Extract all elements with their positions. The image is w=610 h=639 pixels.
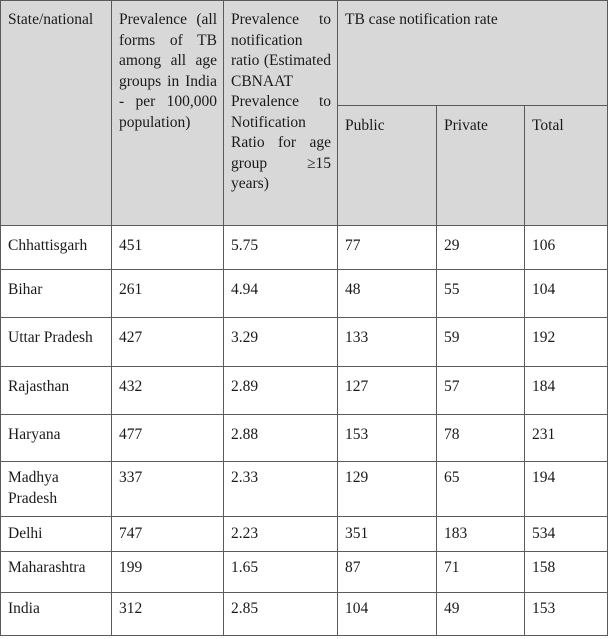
cell-total: 158 [525, 552, 608, 593]
header-state: State/national [1, 1, 112, 226]
cell-state: Rajasthan [1, 367, 112, 415]
cell-state: Chhattisgarh [1, 226, 112, 270]
cell-ratio: 4.94 [224, 270, 338, 318]
header-notification-rate: TB case notification rate [338, 1, 608, 106]
cell-prevalence: 199 [112, 552, 224, 593]
cell-ratio: 1.65 [224, 552, 338, 593]
cell-private: 59 [437, 318, 525, 367]
cell-state: Madhya Pradesh [1, 462, 112, 517]
cell-public: 127 [338, 367, 437, 415]
header-prevalence: Prevalence (all forms of TB among all age groups in India - per 100,000 population) [112, 1, 224, 226]
cell-total: 534 [525, 517, 608, 552]
cell-prevalence: 261 [112, 270, 224, 318]
cell-prevalence: 451 [112, 226, 224, 270]
table-row [1, 552, 608, 593]
cell-private: 71 [437, 552, 525, 593]
cell-state: Haryana [1, 415, 112, 462]
cell-total: 184 [525, 367, 608, 415]
cell-prevalence: 337 [112, 462, 224, 517]
cell-state: Uttar Pradesh [1, 318, 112, 367]
cell-ratio: 3.29 [224, 318, 338, 367]
table-row [1, 270, 608, 318]
cell-ratio: 2.88 [224, 415, 338, 462]
cell-public: 48 [338, 270, 437, 318]
table-row [1, 226, 608, 270]
cell-private: 78 [437, 415, 525, 462]
cell-private: 49 [437, 593, 525, 636]
cell-state: India [1, 593, 112, 636]
cell-state: Maharashtra [1, 552, 112, 593]
cell-public: 87 [338, 552, 437, 593]
table-row [1, 415, 608, 462]
cell-total: 192 [525, 318, 608, 367]
cell-public: 133 [338, 318, 437, 367]
table-row [1, 318, 608, 367]
cell-ratio: 2.23 [224, 517, 338, 552]
cell-prevalence: 747 [112, 517, 224, 552]
cell-ratio: 2.85 [224, 593, 338, 636]
cell-public: 77 [338, 226, 437, 270]
table-row [1, 367, 608, 415]
cell-private: 57 [437, 367, 525, 415]
cell-total: 153 [525, 593, 608, 636]
cell-ratio: 2.33 [224, 462, 338, 517]
cell-private: 55 [437, 270, 525, 318]
cell-prevalence: 477 [112, 415, 224, 462]
cell-ratio: 5.75 [224, 226, 338, 270]
table-row [1, 593, 608, 636]
table-row [1, 517, 608, 552]
table-row [1, 462, 608, 517]
header-private: Private [437, 106, 525, 226]
cell-prevalence: 432 [112, 367, 224, 415]
cell-state: Delhi [1, 517, 112, 552]
cell-prevalence: 312 [112, 593, 224, 636]
cell-state: Bihar [1, 270, 112, 318]
cell-public: 351 [338, 517, 437, 552]
cell-private: 29 [437, 226, 525, 270]
cell-private: 183 [437, 517, 525, 552]
cell-public: 153 [338, 415, 437, 462]
header-total: Total [525, 106, 608, 226]
cell-total: 194 [525, 462, 608, 517]
header-row [1, 1, 608, 106]
cell-total: 231 [525, 415, 608, 462]
cell-ratio: 2.89 [224, 367, 338, 415]
cell-total: 104 [525, 270, 608, 318]
cell-private: 65 [437, 462, 525, 517]
header-ratio: Prevalence to notification ratio (Estimated CBNAAT Prevalence to Notification Ratio for age group ≥15 years) [224, 1, 338, 226]
cell-prevalence: 427 [112, 318, 224, 367]
cell-public: 104 [338, 593, 437, 636]
header-public: Public [338, 106, 437, 226]
cell-public: 129 [338, 462, 437, 517]
cell-total: 106 [525, 226, 608, 270]
